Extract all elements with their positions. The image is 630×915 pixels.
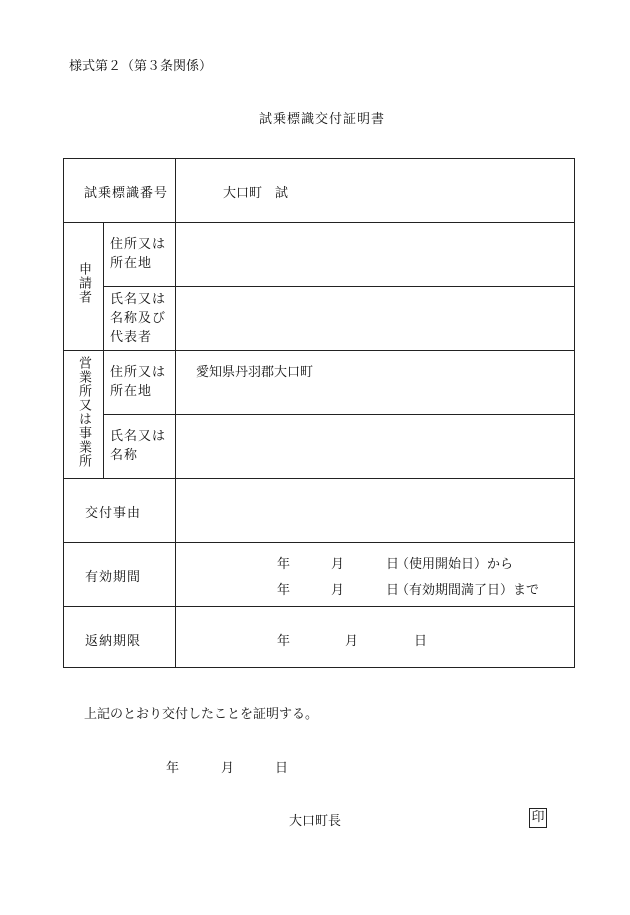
validity-until-day: 日 — [386, 583, 400, 598]
form-number: 様式第２（第３条関係） — [69, 59, 213, 74]
applicant-group-label: 申請者 — [76, 262, 91, 304]
plate-number-label: 試乗標識番号 — [84, 186, 169, 201]
validity-from-year: 年 — [277, 557, 291, 572]
office-address-label: 住所又は 所在地 — [110, 365, 167, 399]
validity-until-month: 月 — [331, 583, 345, 598]
certificate-table — [63, 158, 575, 668]
issue-date-month: 月 — [221, 761, 235, 776]
validity-until-text: （有効期間満了日）まで — [396, 583, 540, 598]
reason-label: 交付事由 — [85, 506, 142, 521]
business-office-group-label: 営業所又は事業所 — [76, 356, 91, 468]
issue-date-year: 年 — [166, 761, 180, 776]
applicant-address-label: 住所又は 所在地 — [110, 237, 167, 271]
document-title: 試乗標識交付証明書 — [259, 112, 386, 127]
validity-label: 有効期間 — [85, 570, 142, 585]
return-deadline-day: 日 — [414, 634, 428, 649]
seal-mark: 印 — [529, 808, 547, 828]
return-deadline-label: 返納期限 — [85, 634, 142, 649]
signer-title: 大口町長 — [289, 814, 342, 829]
office-address-value: 愛知県丹羽郡大口町 — [196, 365, 314, 380]
office-name-label: 氏名又は 名称 — [110, 429, 167, 463]
certification-statement: 上記のとおり交付したことを証明する。 — [84, 707, 319, 722]
return-deadline-month: 月 — [345, 634, 359, 649]
validity-from-day: 日 — [386, 557, 400, 572]
applicant-name-label: 氏名又は 名称及び 代表者 — [110, 292, 167, 345]
validity-from-month: 月 — [331, 557, 345, 572]
return-deadline-year: 年 — [277, 634, 291, 649]
plate-number-value: 大口町 試 — [223, 186, 289, 201]
validity-from-text: （使用開始日）から — [396, 557, 514, 572]
validity-until-year: 年 — [277, 583, 291, 598]
issue-date-day: 日 — [275, 761, 289, 776]
